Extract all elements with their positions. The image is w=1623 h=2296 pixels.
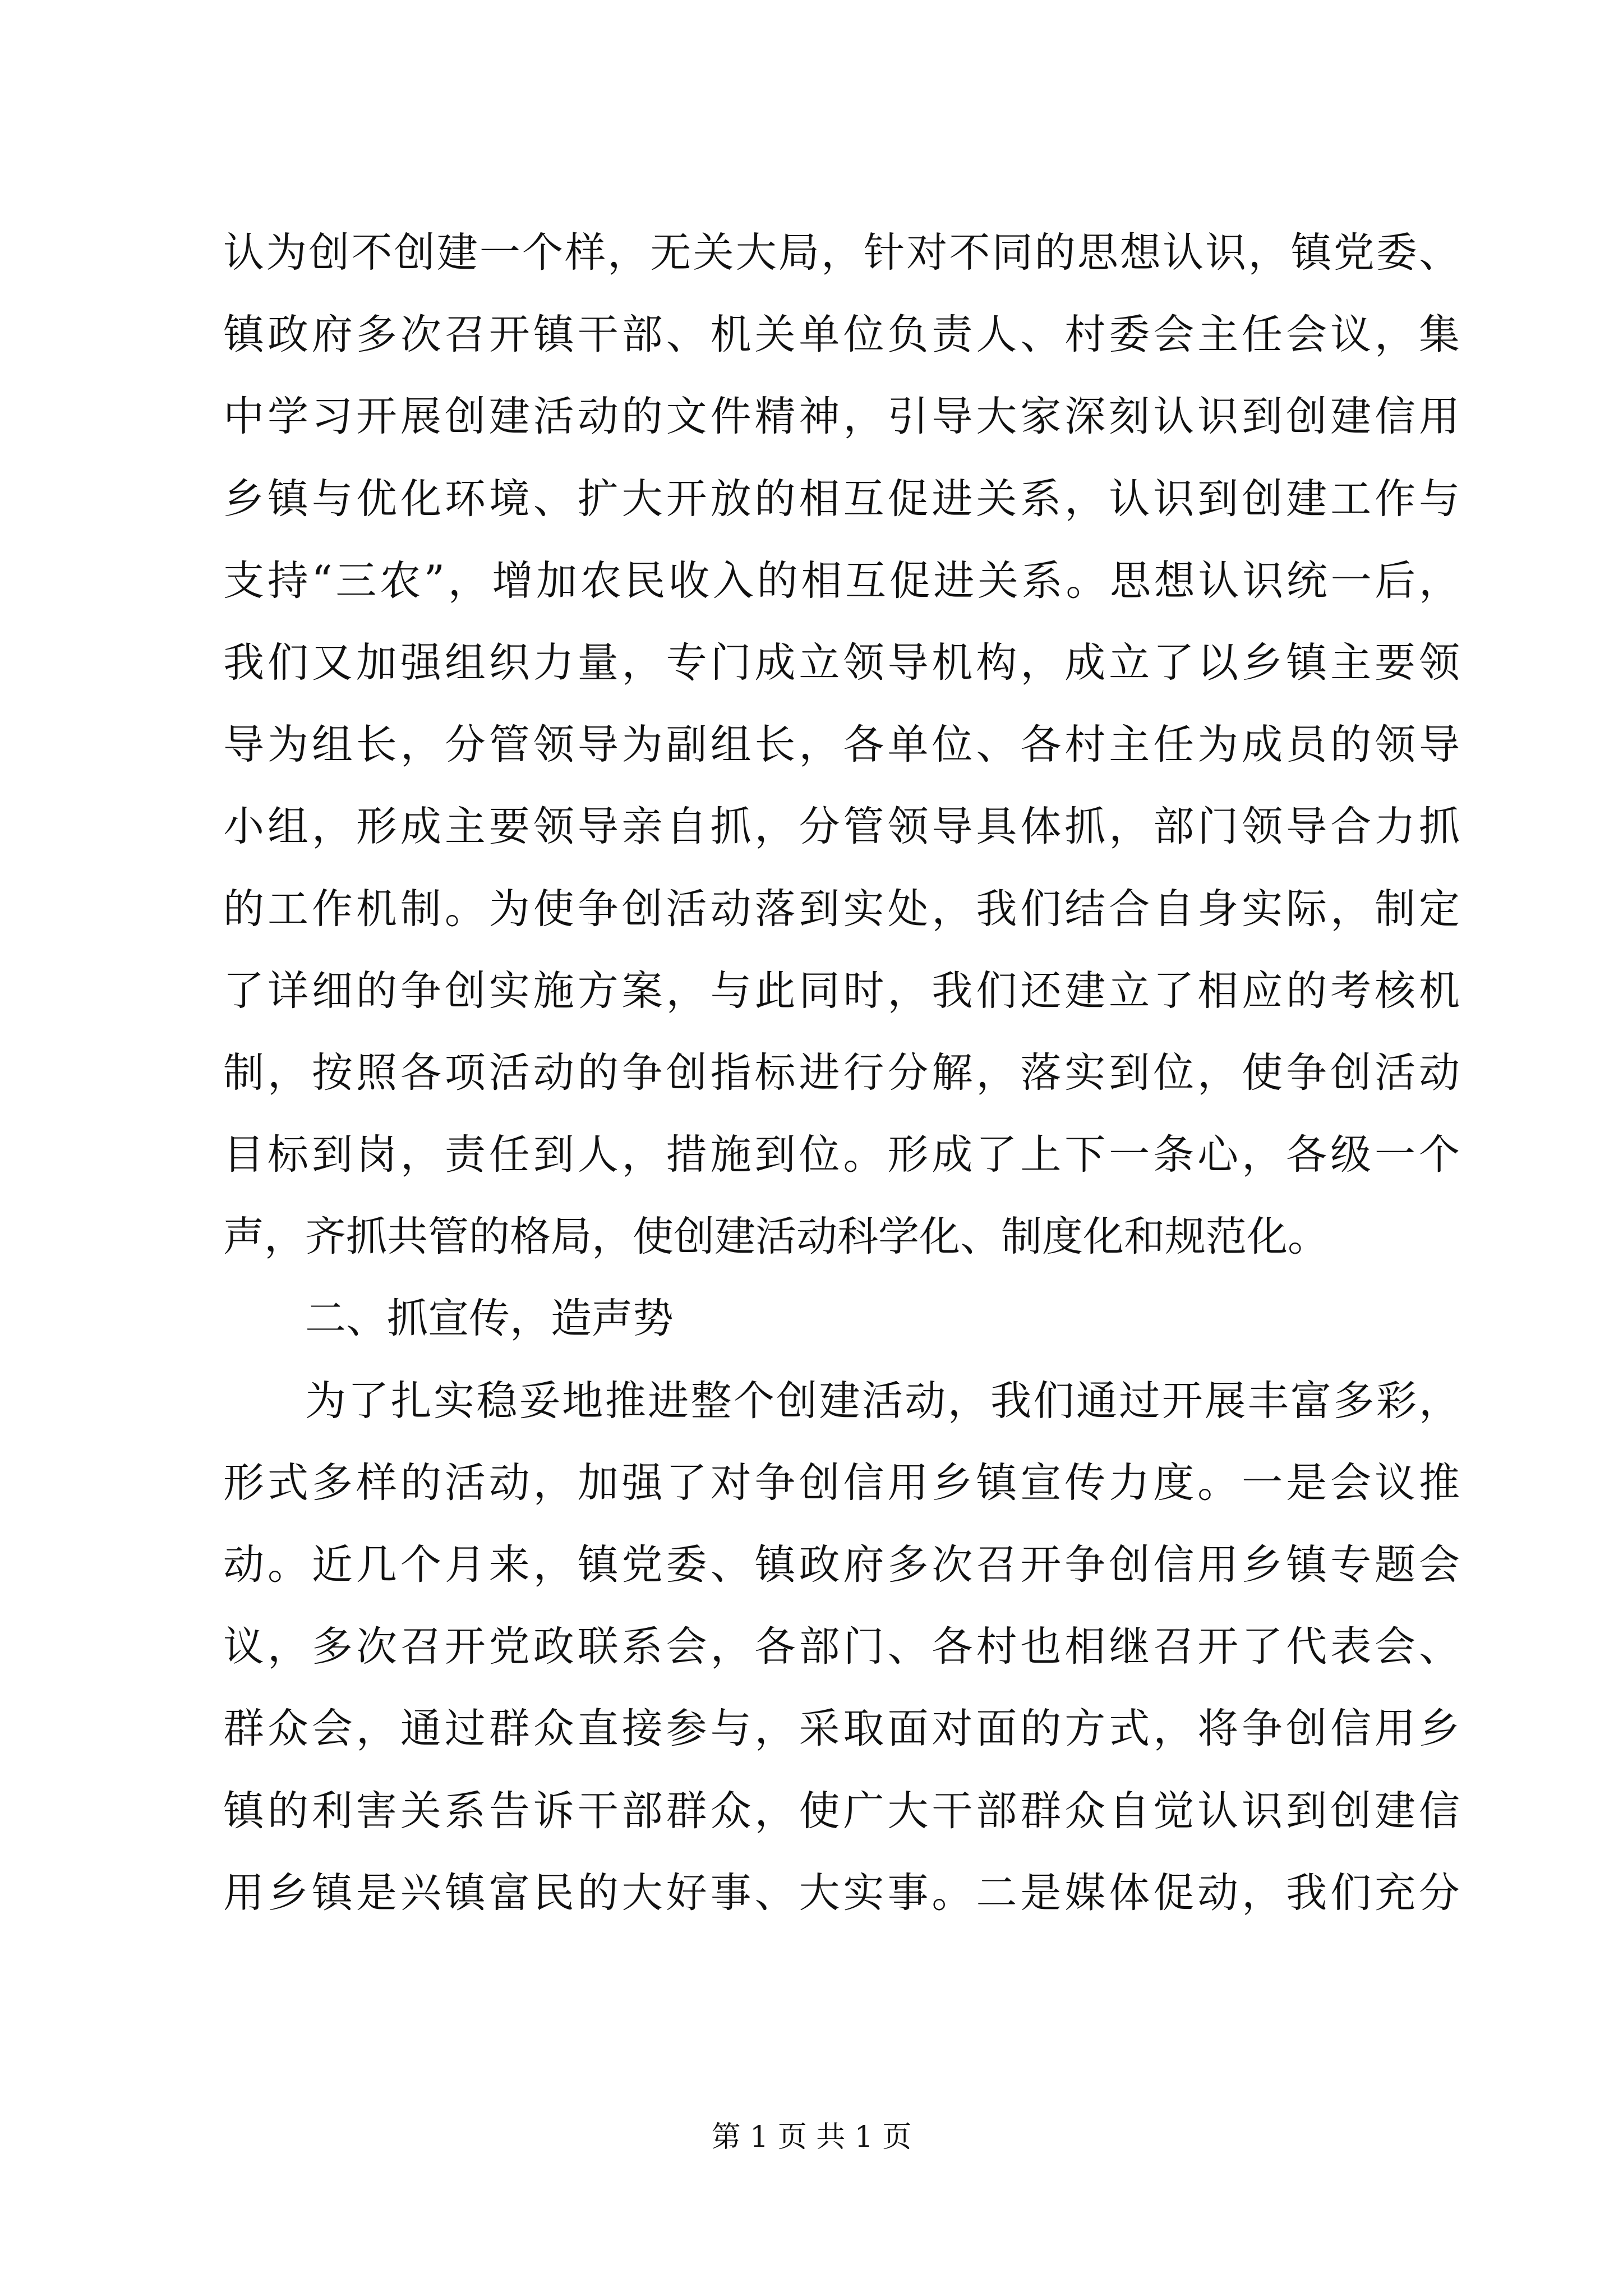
section-heading: 二、抓宣传，造声势: [305, 1295, 674, 1343]
text-line: 制，按照各项活动的争创指标进行分解，落实到位，使争创活动: [223, 1048, 1460, 1097]
text-line: 为了扎实稳妥地推进整个创建活动，我们通过开展丰富多彩，: [305, 1377, 1460, 1425]
text-line: 我们又加强组织力量，专门成立领导机构，成立了以乡镇主要领: [223, 638, 1460, 687]
page-footer: [0, 2118, 1623, 2157]
text-line: 的工作机制。为使争创活动落到实处，我们结合自身实际，制定: [223, 885, 1460, 933]
page-number-label: 第 1 页 共 1 页: [711, 2120, 912, 2154]
text-line: 用乡镇是兴镇富民的大好事、大实事。二是媒体促动，我们充分: [223, 1869, 1460, 1917]
document-body: [223, 212, 1460, 1934]
text-line: 动。近几个月来，镇党委、镇政府多次召开争创信用乡镇专题会: [223, 1541, 1460, 1589]
text-line: 镇政府多次召开镇干部、机关单位负责人、村委会主任会议，集: [223, 311, 1460, 359]
text-line: 议，多次召开党政联系会，各部门、各村也相继召开了代表会、: [223, 1623, 1460, 1671]
text-line: 目标到岗，责任到人，措施到位。形成了上下一条心，各级一个: [223, 1131, 1460, 1179]
text-line: 中学习开展创建活动的文件精神，引导大家深刻认识到创建信用: [223, 393, 1460, 441]
text-line: 导为组长，分管领导为副组长，各单位、各村主任为成员的领导: [223, 721, 1460, 769]
text-line: 形式多样的活动，加强了对争创信用乡镇宣传力度。一是会议推: [223, 1458, 1460, 1507]
text-line: 声，齐抓共管的格局，使创建活动科学化、制度化和规范化。: [223, 1213, 1329, 1261]
text-line: 支持“三农”，增加农民收入的相互促进关系。思想认识统一后，: [223, 556, 1460, 605]
text-line: 小组，形成主要领导亲自抓，分管领导具体抓，部门领导合力抓: [223, 803, 1460, 851]
text-line: 镇的利害关系告诉干部群众，使广大干部群众自觉认识到创建信: [223, 1787, 1460, 1835]
text-line: 群众会，通过群众直接参与，采取面对面的方式，将争创信用乡: [223, 1705, 1460, 1753]
text-line: 了详细的争创实施方案，与此同时，我们还建立了相应的考核机: [223, 967, 1460, 1015]
text-line: 乡镇与优化环境、扩大开放的相互促进关系，认识到创建工作与: [223, 475, 1460, 523]
text-line: 认为创不创建一个样，无关大局，针对不同的思想认识，镇党委、: [223, 229, 1460, 277]
